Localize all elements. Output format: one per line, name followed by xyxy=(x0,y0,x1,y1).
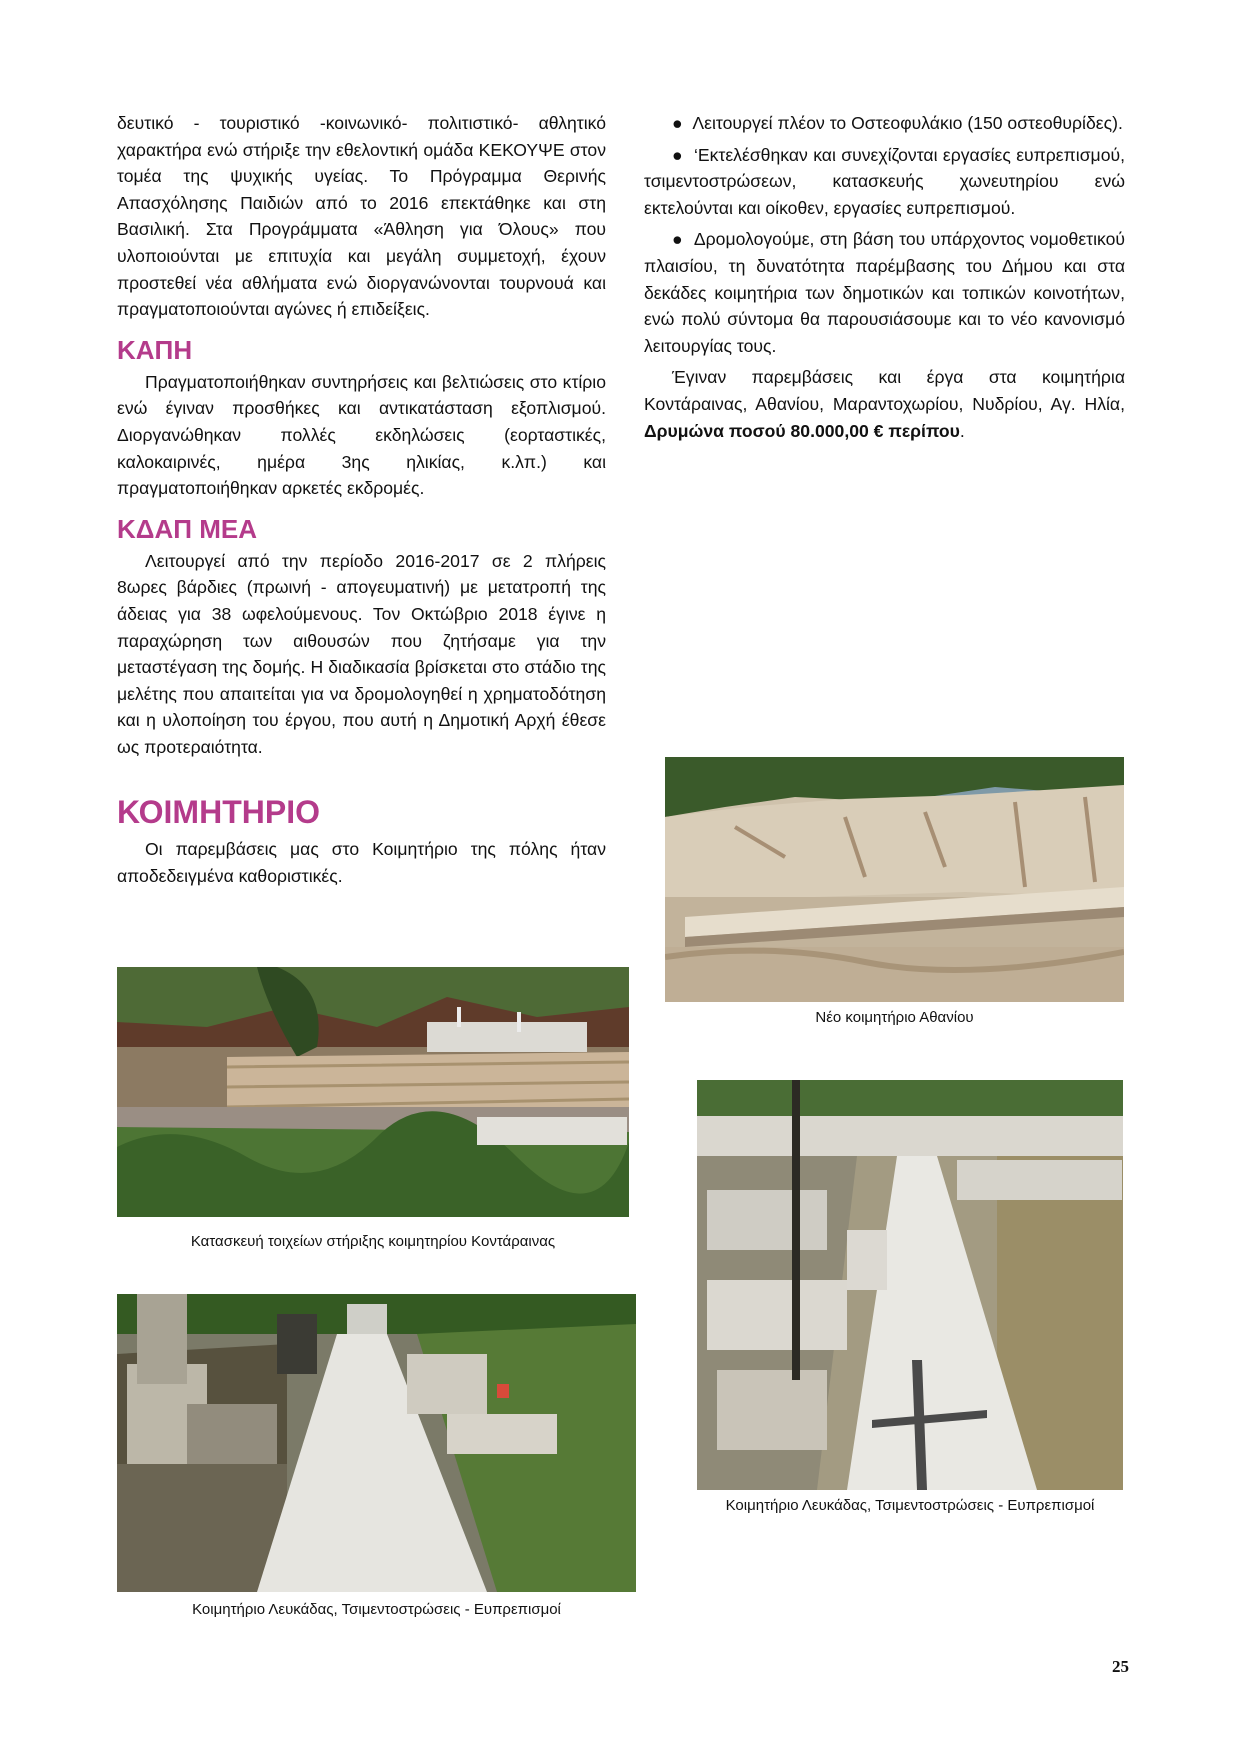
kdap-paragraph: Λειτουργεί από την περίοδο 2016-2017 σε 2 πλήρεις 8ωρες βάρδιες (πρωινή - απογευματινή) με μετατροπή της άδειας για 38 ωφελούμενους. Τον Οκτώβριο 2018 έγινε η παραχώρηση των αιθουσών που ζητήσαμε για την μεταστέγαση της δομής. Η διαδικασία βρίσκεται στο στάδιο της μελέτης που απαιτείται για να δρομολογηθεί η χρηματοδότηση και η υλοποίηση του έργου, που αυτή η Δημοτική Αρχή έθεσε ως προτεραιότητα. xyxy=(117,550,606,757)
right-column xyxy=(644,110,1125,444)
closing-amount: Δρυμώνα ποσού 80.000,00 € περίπου xyxy=(644,420,960,441)
left-column xyxy=(117,110,606,890)
bullet-planning: ● Δρομολογούμε, στη βάση του υπάρχοντος νομοθετικού πλαισίου, τη δυνατότητα παρέμβασης του Δήμου και στα δεκάδες κοιμητήρια των δημοτικών και τοπικών κοινοτήτων, ενώ πολύ σύντομα θα παρουσιάσουμε και το νέο κανονισμό λειτουργίας τους. xyxy=(644,226,1125,359)
caption-athani: Νέο κοιμητήριο Αθανίου xyxy=(815,1009,974,1026)
cemetery-paragraph: Οι παρεμβάσεις μας στο Κοιμητήριο της πόλης ήταν αποδεδειγμένα καθοριστικές. xyxy=(117,839,606,887)
cemetery-heading: ΚΟΙΜΗΤΗΡΙΟ xyxy=(117,794,320,831)
page-number: 25 xyxy=(1112,1657,1129,1676)
caption-kontaraina: Κατασκευή τοιχείων στήριξης κοιμητηρίου Κοντάραινας xyxy=(190,1233,556,1250)
bullet-works: ● ‘Εκτελέσθηκαν και συνεχίζονται εργασίες ευπρεπισμού, τσιμεντοστρώσεων, κατασκευής χωνευτηρίου ενώ εκτελούνται και οίκοθεν, εργασίες ευπρεπισμού. xyxy=(644,142,1125,222)
closing-paragraph: Έγιναν παρεμβάσεις και έργα στα κοιμητήρια Κοντάραινας, Αθανίου, Μαραντοχωρίου, Νυδρίου, Αγ. Ηλία, Δρυμώνα ποσού 80.000,00 € περίπου. xyxy=(644,367,1125,441)
kapi-paragraph: Πραγματοποιήθηκαν συντηρήσεις και βελτιώσεις στο κτίριο ενώ έγιναν προσθήκες και αντικατάσταση εξοπλισμού. Διοργανώθηκαν πολλές εκδηλώσεις (εορταστικές, καλοκαιρινές, ημέρα 3ης ηλικίας, κ.λπ.) και πραγματοποιήθηκαν αρκετές εκδρομές. xyxy=(117,371,606,499)
photo-lefkada-cross-shadow xyxy=(697,1080,1123,1490)
bullet-ossuary: ● Λειτουργεί πλέον το Οστεοφυλάκιο (150 οστεοθυρίδες). xyxy=(644,110,1125,137)
caption-lefkada-cross: Κοιμητήριο Λευκάδας, Τσιμεντοστρώσεις - Ευπρεπισμοί xyxy=(725,1497,1095,1514)
photo-athani-cemetery xyxy=(665,757,1124,1002)
photo-kontaraina-retaining-wall xyxy=(117,967,629,1217)
kapi-heading: ΚΑΠΗ xyxy=(117,334,193,365)
caption-lefkada-path: Κοιμητήριο Λευκάδας, Τσιμεντοστρώσεις - Ευπρεπισμοί xyxy=(192,1601,561,1618)
intro-paragraph: δευτικό - τουριστικό -κοινωνικό- πολιτιστικό- αθλητικό χαρακτήρα ενώ στήριξε την εθελοντική ομάδα ΚΕΚΟΥΨΕ στον τομέα της ψυχικής υγείας. Το Πρόγραμμα Θερινής Απασχόλησης Παιδιών από το 2016 επεκτάθηκε και στη Βασιλική. Στα Προγράμματα «Άθληση για Όλους» που υλοποιούνται με επιτυχία και μεγάλη συμμετοχή, έχουν προστεθεί νέα αθλήματα ενώ διοργανώνονται τουρνουά και πραγματοποιούνται αγώνες ή επιδείξεις. xyxy=(117,113,606,320)
closing-text: Έγιναν παρεμβάσεις και έργα στα κοιμητήρια Κοντάραινας, Αθανίου, Μαραντοχωρίου, Νυδρίου, Αγ. Ηλία, xyxy=(644,367,1125,414)
kdap-heading: ΚΔΑΠ ΜΕΑ xyxy=(117,513,258,544)
photo-lefkada-path xyxy=(117,1294,636,1592)
